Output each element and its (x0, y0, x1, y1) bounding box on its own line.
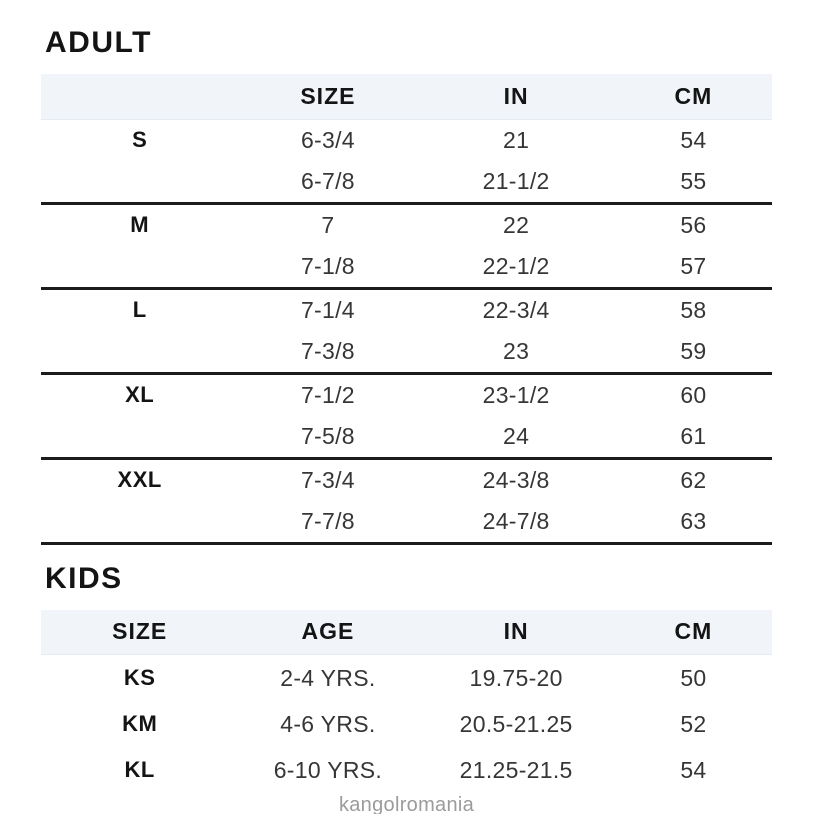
hat-size-value: 6-7/8 (300, 167, 355, 194)
inches-value: 24-3/8 (482, 466, 550, 493)
table-row (41, 331, 772, 374)
age-value: 4-6 YRS. (280, 710, 376, 737)
inches-value: 21 (503, 126, 530, 153)
table-row (41, 246, 772, 289)
cm-value: 58 (680, 296, 707, 323)
inches-value: 20.5-21.25 (459, 710, 573, 737)
size-label: XL (125, 382, 155, 407)
hat-size-value: 7-3/8 (300, 337, 355, 364)
column-header-in: IN (417, 74, 614, 119)
hat-size-value: 7-3/4 (300, 466, 355, 493)
kids-table-body (41, 655, 772, 794)
column-header-size: SIZE (238, 74, 417, 119)
cm-value: 57 (680, 252, 707, 279)
table-row (41, 161, 772, 204)
inches-value: 23-1/2 (482, 381, 550, 408)
cm-value: 52 (680, 710, 707, 737)
size-label: XXL (117, 467, 162, 492)
size-label: L (132, 297, 147, 322)
column-header-cm: CM (615, 74, 772, 119)
size-label: KM (122, 711, 158, 736)
kids-table-header (41, 610, 772, 655)
size-label: S (132, 127, 148, 152)
header-row (41, 74, 772, 119)
size-label-empty (41, 416, 238, 459)
adult-table-header (41, 74, 772, 119)
hat-size-value: 7-5/8 (300, 422, 355, 449)
inches-value: 21.25-21.5 (459, 756, 573, 783)
size-label: M (130, 212, 150, 237)
age-value: 2-4 YRS. (280, 664, 376, 691)
size-label-empty (41, 161, 238, 204)
cm-value: 59 (680, 337, 707, 364)
cm-value: 60 (680, 381, 707, 408)
column-header-cm: CM (615, 610, 772, 655)
cm-value: 61 (680, 422, 707, 449)
inches-value: 24 (503, 422, 530, 449)
size-label-empty (41, 246, 238, 289)
size-label-empty (41, 331, 238, 374)
hat-size-value: 7-7/8 (300, 507, 355, 534)
table-row (41, 747, 772, 793)
cm-value: 50 (680, 664, 707, 691)
adult-size-group-l (41, 288, 772, 373)
inches-value: 21-1/2 (482, 167, 550, 194)
hat-size-value: 7-1/2 (300, 381, 355, 408)
table-row (41, 119, 772, 161)
hat-size-value: 6-3/4 (300, 126, 355, 153)
adult-size-group-xxl (41, 458, 772, 543)
column-header-age: AGE (238, 610, 417, 655)
table-row (41, 701, 772, 747)
table-row (41, 203, 772, 246)
inches-value: 22 (503, 211, 530, 238)
cm-value: 63 (680, 507, 707, 534)
hat-size-value: 7-1/4 (300, 296, 355, 323)
size-label: KL (124, 757, 155, 782)
table-row (41, 373, 772, 416)
column-header-in: IN (417, 610, 614, 655)
cm-value: 54 (680, 126, 707, 153)
table-row (41, 458, 772, 501)
adult-size-group-xl (41, 373, 772, 458)
table-row (41, 416, 772, 459)
hat-size-value: 7 (321, 211, 335, 238)
cm-value: 62 (680, 466, 707, 493)
adult-header-spacer (41, 74, 238, 119)
cm-value: 56 (680, 211, 707, 238)
inches-value: 24-7/8 (482, 507, 550, 534)
kids-size-table (41, 610, 772, 794)
inches-value: 19.75-20 (469, 664, 563, 691)
adult-size-group-m (41, 203, 772, 288)
kids-section-title: KIDS (45, 561, 123, 595)
cm-value: 54 (680, 756, 707, 783)
column-header-size: SIZE (41, 610, 238, 655)
age-value: 6-10 YRS. (273, 756, 383, 783)
table-row (41, 655, 772, 702)
size-label-empty (41, 501, 238, 544)
adult-section-title: ADULT (45, 26, 152, 59)
size-label: KS (123, 665, 156, 690)
inches-value: 23 (503, 337, 530, 364)
adult-size-table (41, 74, 772, 545)
header-row (41, 610, 772, 655)
adult-size-group-s (41, 119, 772, 203)
inches-value: 22-1/2 (482, 252, 550, 279)
table-row (41, 288, 772, 331)
cm-value: 55 (680, 167, 707, 194)
table-row (41, 501, 772, 544)
inches-value: 22-3/4 (482, 296, 550, 323)
watermark-text: kangolromania (338, 794, 475, 814)
hat-size-value: 7-1/8 (300, 252, 355, 279)
